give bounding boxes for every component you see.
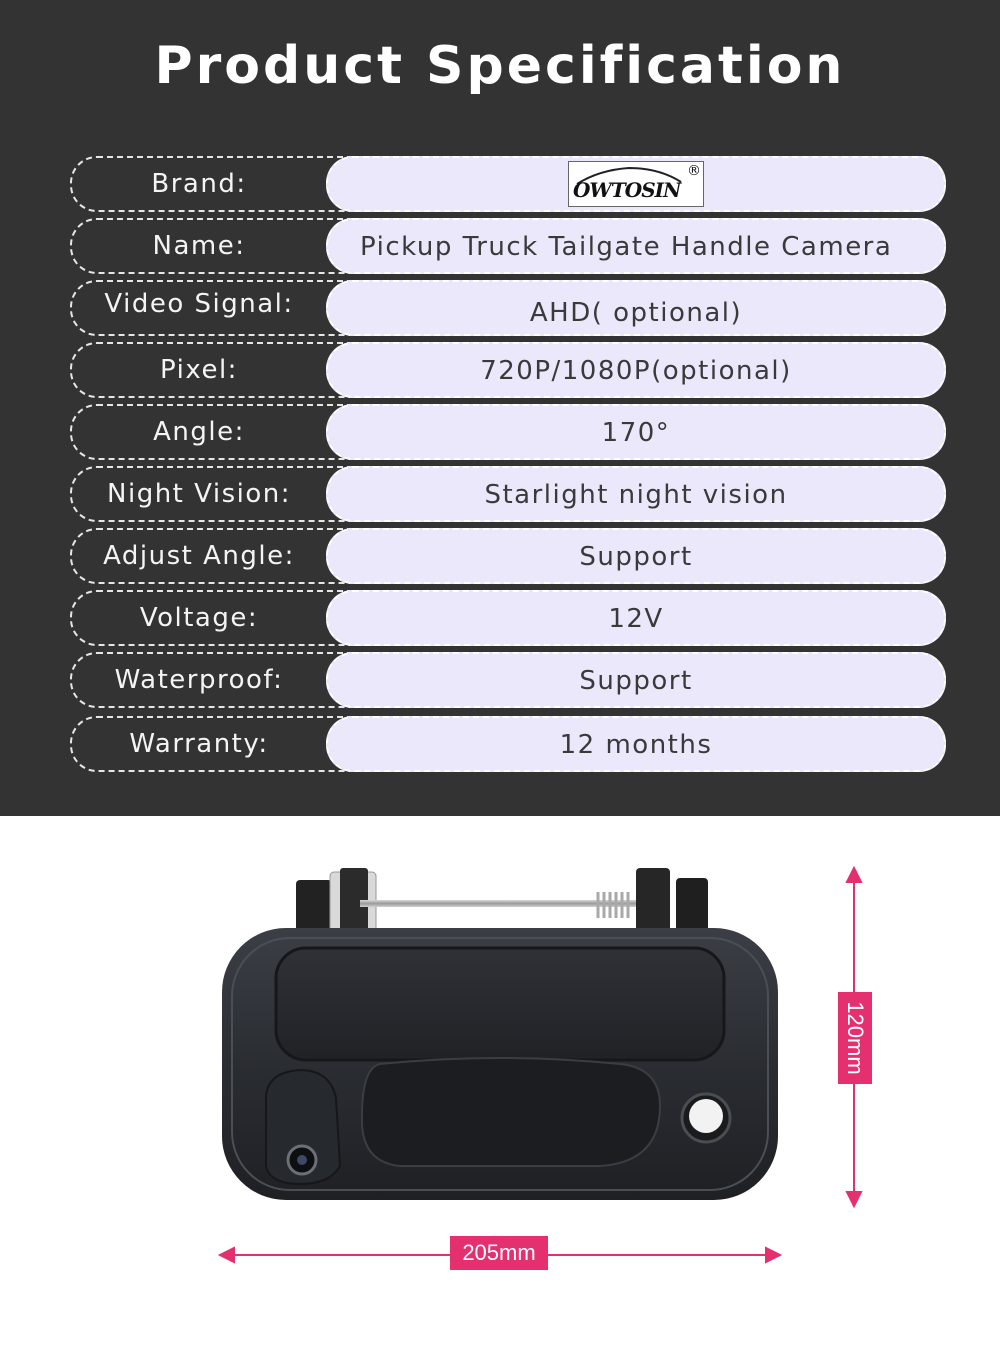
spec-label: Angle: — [153, 417, 245, 447]
spec-label: Brand: — [151, 169, 247, 199]
page-title: Product Specification — [154, 36, 846, 96]
spec-label: Waterproof: — [114, 665, 284, 695]
height-dimension-text: 120mm — [843, 1001, 868, 1075]
width-dimension-label: 205mm — [450, 1236, 548, 1270]
spec-label: Voltage: — [139, 603, 259, 633]
spec-label: Warranty: — [129, 729, 269, 759]
spec-label: Pixel: — [160, 355, 238, 385]
spec-value: Support — [579, 542, 693, 572]
height-dimension-label — [838, 992, 872, 1084]
spec-value: 12 months — [559, 730, 713, 760]
spec-value: 720P/1080P(optional) — [480, 356, 792, 386]
spec-value: 12V — [608, 604, 664, 634]
spec-value: 170° — [601, 418, 671, 448]
spec-label: Name: — [152, 231, 246, 261]
spec-value: Pickup Truck Tailgate Handle Camera — [360, 232, 893, 262]
spec-value: Support — [579, 666, 693, 696]
registered-mark: ® — [687, 163, 701, 179]
brand-logo-text: OWTOSIN — [573, 178, 681, 202]
spec-label: Video Signal: — [104, 289, 294, 319]
spec-value: Starlight night vision — [484, 480, 788, 510]
spec-value: AHD( optional) — [529, 298, 743, 328]
spec-label: Adjust Angle: — [103, 541, 295, 571]
spec-label: Night Vision: — [107, 479, 291, 509]
